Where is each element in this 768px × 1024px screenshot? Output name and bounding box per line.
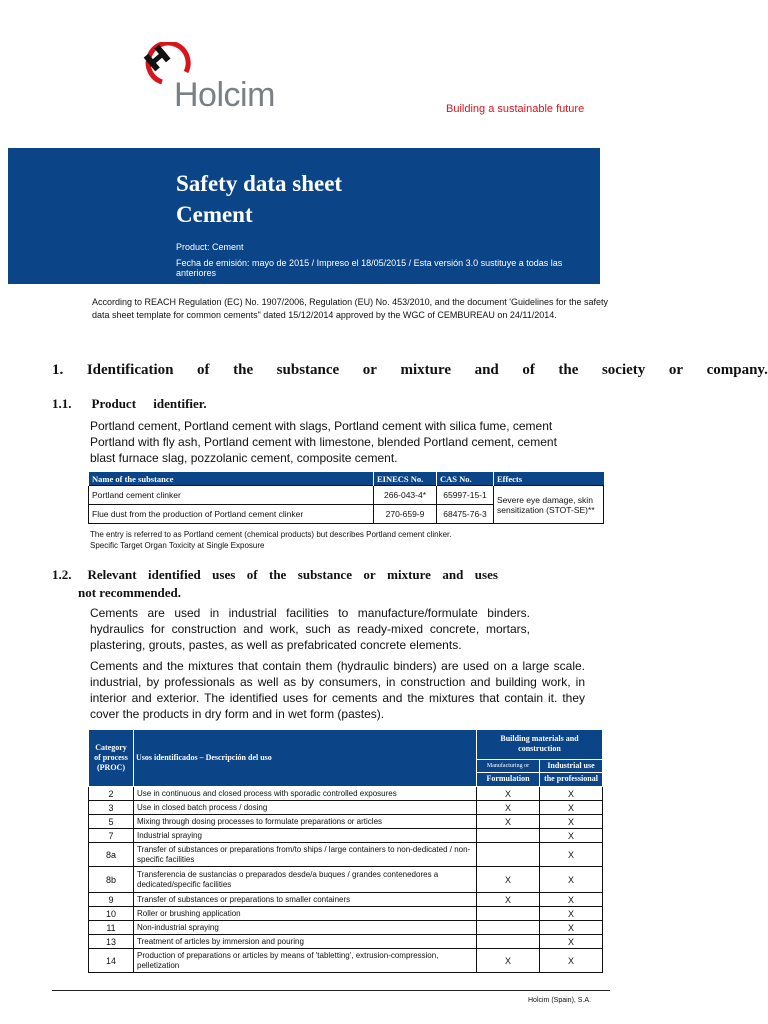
einecs-number: 266-043-4* bbox=[374, 486, 437, 505]
footnote: Specific Target Organ Toxicity at Single Exposure bbox=[90, 541, 265, 550]
heading-word: mixture bbox=[400, 362, 452, 378]
heading-word: identified bbox=[147, 567, 201, 582]
heading-word: substance bbox=[297, 567, 352, 582]
formulation-mark: X bbox=[477, 801, 540, 815]
table-row bbox=[89, 949, 603, 973]
heading-word: of bbox=[522, 362, 535, 378]
tagline: Building a sustainable future bbox=[446, 103, 585, 115]
intro-paragraph: According to REACH Regulation (EC) No. 1907/2006, Regulation (EU) No. 453/2010, and the document 'Guidelines for the safety data sheet template for common cements" dated 15/12/2014 approved by the WGC of CEMBUREAU on 24/11/2014. bbox=[92, 297, 609, 320]
table-header-row bbox=[89, 730, 603, 760]
use-description: Non-industrial spraying bbox=[134, 921, 477, 935]
use-description: Use in closed batch process / dosing bbox=[134, 801, 477, 815]
professional-mark: X bbox=[540, 867, 603, 893]
heading-word: substance bbox=[276, 362, 340, 378]
professional-mark: X bbox=[540, 935, 603, 949]
proc-code: 8a bbox=[89, 843, 134, 867]
formulation-header: Formulation bbox=[477, 772, 540, 786]
footnote: The entry is referred to as Portland cement (chemical products) but describes Portland cement clinker. bbox=[90, 530, 452, 539]
use-description: Mixing through dosing processes to formulate preparations or articles bbox=[134, 815, 477, 829]
use-description: Treatment of articles by immersion and pouring bbox=[134, 935, 477, 949]
product-line: Product: Cement bbox=[176, 242, 244, 252]
category-header: Category of process (PROC) bbox=[89, 730, 134, 787]
formulation-mark: X bbox=[477, 867, 540, 893]
heading-word: Relevant bbox=[87, 567, 137, 582]
identified-uses-table bbox=[88, 729, 603, 973]
proc-code: 8b bbox=[89, 867, 134, 893]
heading-word: or bbox=[668, 362, 684, 378]
heading-line-2: not recommended. bbox=[78, 585, 182, 600]
professional-mark: X bbox=[540, 921, 603, 935]
table-row bbox=[89, 893, 603, 907]
formulation-mark bbox=[477, 935, 540, 949]
uses-paragraph-2: Cements and the mixtures that contain them (hydraulic binders) are used on a large scale. industrial, by professionals as well as by consumers, in construction and building work, in interior and exterior. The identified uses for cements and the mixtures that contain it. they cover the products in dry form and in wet form (pastes). bbox=[90, 659, 585, 721]
table-row bbox=[89, 787, 603, 801]
section-1-heading bbox=[52, 362, 768, 379]
heading-word: the bbox=[558, 362, 579, 378]
cas-number: 65997-15-1 bbox=[437, 486, 494, 505]
proc-code: 3 bbox=[89, 801, 134, 815]
formulation-mark bbox=[477, 921, 540, 935]
heading-word: uses bbox=[474, 567, 498, 582]
proc-code: 13 bbox=[89, 935, 134, 949]
table-header-row bbox=[89, 472, 604, 486]
table-row bbox=[89, 867, 603, 893]
table-row bbox=[89, 843, 603, 867]
formulation-mark: X bbox=[477, 893, 540, 907]
column-header: CAS No. bbox=[437, 472, 494, 486]
proc-code: 2 bbox=[89, 787, 134, 801]
formulation-mark bbox=[477, 843, 540, 867]
table-row bbox=[89, 907, 603, 921]
professional-mark: X bbox=[540, 893, 603, 907]
heading-word: or bbox=[363, 567, 376, 582]
heading-word: society bbox=[601, 362, 646, 378]
professional-mark: X bbox=[540, 829, 603, 843]
column-header: Name of the substance bbox=[89, 472, 374, 486]
table-row bbox=[89, 815, 603, 829]
proc-code: 14 bbox=[89, 949, 134, 973]
use-description: Industrial spraying bbox=[134, 829, 477, 843]
manufacturing-header: Manufacturing or bbox=[477, 759, 540, 772]
use-description: Use in continuous and closed process with sporadic controlled exposures bbox=[134, 787, 477, 801]
professional-mark: X bbox=[540, 949, 603, 973]
proc-code: 11 bbox=[89, 921, 134, 935]
use-description: Transfer of substances or preparations from/to ships / large containers to non-dedicated / non-specific facilities bbox=[134, 843, 477, 867]
substance-table bbox=[88, 472, 604, 524]
professional-header: the professional bbox=[540, 772, 603, 786]
formulation-mark: X bbox=[477, 949, 540, 973]
footer-divider bbox=[52, 990, 610, 991]
professional-mark: X bbox=[540, 787, 603, 801]
substance-name: Portland cement clinker bbox=[89, 486, 374, 505]
use-description: Transferencia de sustancias o preparados desde/a buques / grandes contenedores a dedicated/specific facilities bbox=[134, 867, 477, 893]
section-title: Product identifier. bbox=[91, 396, 207, 411]
einecs-number: 270-659-9 bbox=[374, 505, 437, 524]
title-line-2: Cement bbox=[176, 202, 253, 227]
use-description: Production of preparations or articles by means of 'tabletting', extrusion-compression, pelletization bbox=[134, 949, 477, 973]
heading-word: Identification bbox=[86, 362, 174, 378]
column-header: EINECS No. bbox=[374, 472, 437, 486]
heading-word: mixture bbox=[387, 567, 431, 582]
section-number: 1. bbox=[52, 362, 64, 378]
cas-number: 68475-76-3 bbox=[437, 505, 494, 524]
proc-code: 7 bbox=[89, 829, 134, 843]
issue-date-line: Fecha de emisión: mayo de 2015 / Impreso el 18/05/2015 / Esta versión 3.0 sustituye a todas las anteriores bbox=[176, 258, 563, 278]
table-row bbox=[89, 921, 603, 935]
professional-mark: X bbox=[540, 801, 603, 815]
heading-word: uses bbox=[212, 567, 236, 582]
document-title bbox=[176, 168, 342, 230]
heading-word: and bbox=[474, 362, 499, 378]
table-row bbox=[89, 801, 603, 815]
formulation-mark: X bbox=[477, 815, 540, 829]
use-description: Roller or brushing application bbox=[134, 907, 477, 921]
proc-code: 5 bbox=[89, 815, 134, 829]
table-footnotes bbox=[90, 529, 452, 551]
logo-wordmark: Holcim bbox=[174, 76, 275, 114]
proc-code: 10 bbox=[89, 907, 134, 921]
table-row bbox=[89, 486, 604, 505]
substance-name: Flue dust from the production of Portland cement clinker bbox=[89, 505, 374, 524]
formulation-mark: X bbox=[477, 787, 540, 801]
section-1-1-heading bbox=[52, 396, 207, 412]
professional-mark: X bbox=[540, 907, 603, 921]
table-row bbox=[89, 829, 603, 843]
product-identifier-text: Portland cement, Portland cement with slags, Portland cement with silica fume, cement Portland with fly ash, Portland cement with limestone, blended Portland cement, cement blast furnace slag, pozzolanic cement, composite cement. bbox=[90, 419, 557, 465]
section-number: 1.2. bbox=[52, 567, 72, 582]
heading-word: company. bbox=[706, 362, 768, 378]
heading-word: of bbox=[246, 567, 258, 582]
table-row bbox=[89, 935, 603, 949]
formulation-mark bbox=[477, 829, 540, 843]
section-1-2-heading bbox=[52, 567, 498, 601]
uses-header: Usos identificados – Descripción del uso bbox=[134, 730, 477, 787]
column-header: Effects bbox=[494, 472, 604, 486]
heading-word: the bbox=[233, 362, 254, 378]
industrial-use-header: Industrial use bbox=[540, 759, 603, 772]
building-materials-header: Building materials and construction bbox=[477, 730, 603, 760]
footer-company: Holcim (Spain), S.A. bbox=[528, 997, 592, 1004]
heading-word: of bbox=[197, 362, 210, 378]
uses-paragraph-1: Cements are used in industrial facilities to manufacture/formulate binders. hydraulics for construction and work, such as ready-mixed concrete, mortars, plastering, grouts, pastes, as well as prefabricated concrete elements. bbox=[90, 606, 530, 652]
effects-cell: Severe eye damage, skin sensitization (STOT-SE)** bbox=[494, 486, 604, 524]
section-number: 1.1. bbox=[52, 396, 72, 411]
heading-word: and bbox=[442, 567, 464, 582]
title-banner bbox=[8, 148, 600, 284]
professional-mark: X bbox=[540, 815, 603, 829]
title-line-1: Safety data sheet bbox=[176, 171, 343, 196]
heading-word: or bbox=[362, 362, 377, 378]
professional-mark: X bbox=[540, 843, 603, 867]
use-description: Transfer of substances or preparations to smaller containers bbox=[134, 893, 477, 907]
proc-code: 9 bbox=[89, 893, 134, 907]
heading-word: the bbox=[269, 567, 287, 582]
formulation-mark bbox=[477, 907, 540, 921]
